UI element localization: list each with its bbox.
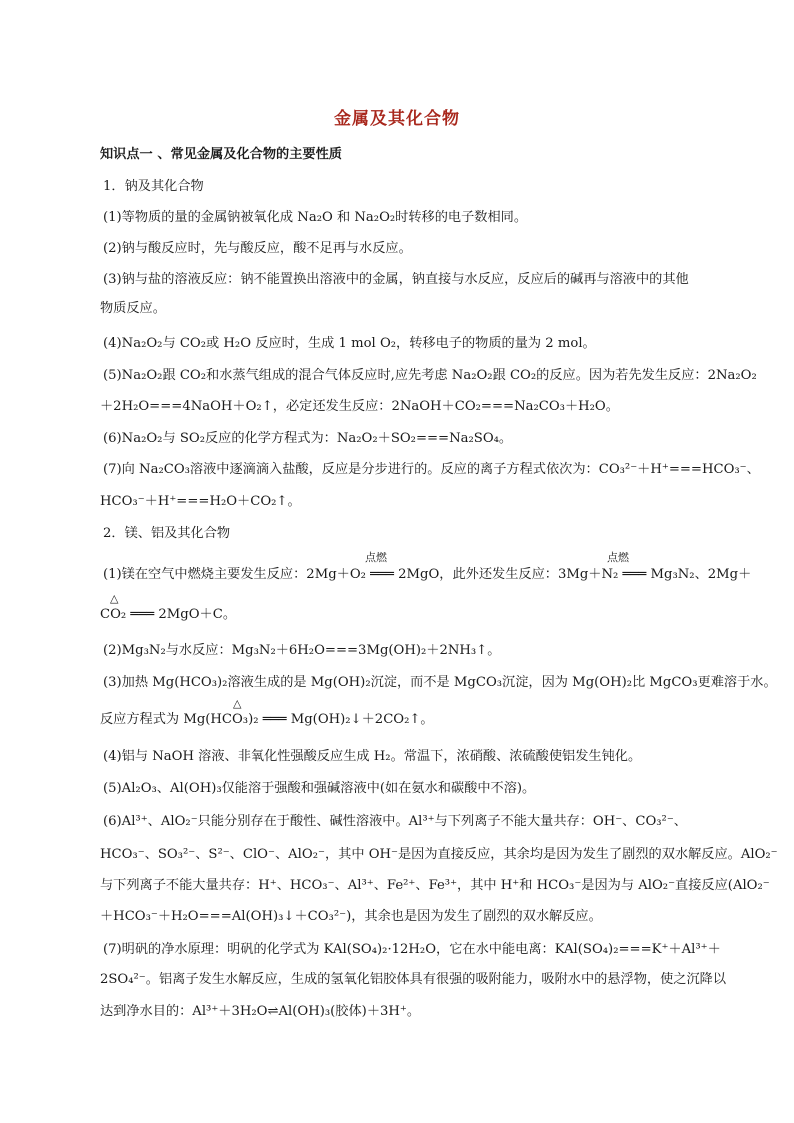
paragraph-line: (2)Mg₃N₂与水反应：Mg₃N₂＋6H₂O===3Mg(OH)₂＋2NH₃↑。 <box>103 643 501 658</box>
paragraph-line: (3)加热 Mg(HCO₃)₂溶液生成的是 Mg(OH)₂沉淀，而不是 MgCO₃沉淀，因为 Mg(OH)₂比 MgCO₃更难溶于水。 <box>103 675 777 690</box>
heat-condition: △ <box>233 697 242 710</box>
paragraph-line: (6)Al³⁺、AlO₂⁻只能分别存在于酸性、碱性溶液中。Al³⁺与下列离子不能大量共存：OH⁻、CO₃²⁻、 <box>103 814 687 829</box>
paragraph-line: (1)等物质的量的金属钠被氧化成 Na₂O 和 Na₂O₂时转移的电子数相同。 <box>103 210 528 225</box>
paragraph-line: 与下列离子不能大量共存：H⁺、HCO₃⁻、Al³⁺、Fe²⁺、Fe³⁺，其中 H⁺和 HCO₃⁻是因为与 AlO₂⁻直接反应(AlO₂⁻ <box>100 878 770 893</box>
paragraph-line: (1)镁在空气中燃烧主要发生反应：2Mg＋O₂ ═══ 2MgO，此外还发生反应：3Mg＋N₂ ═══ Mg₃N₂、2Mg＋ <box>103 567 752 582</box>
paragraph-line: 反应方程式为 Mg(HCO₃)₂ ═══ Mg(OH)₂↓＋2CO₂↑。 <box>100 712 434 727</box>
heat-condition: △ <box>110 592 119 605</box>
paragraph-line: (4)Na₂O₂与 CO₂或 H₂O 反应时，生成 1 mol O₂，转移电子的物质的量为 2 mol。 <box>103 336 596 351</box>
paragraph-line: (5)Na₂O₂跟 CO₂和水蒸气组成的混合气体反应时,应先考虑 Na₂O₂跟 CO₂的反应。因为若先发生反应：2Na₂O₂ <box>103 368 757 383</box>
paragraph-line: (3)钠与盐的溶液反应：钠不能置换出溶液中的金属，钠直接与水反应，反应后的碱再与溶液中的其他 <box>103 272 689 287</box>
reaction-condition: 点燃 <box>365 551 387 564</box>
paragraph-line: 物质反应。 <box>100 301 166 316</box>
paragraph-line: ＋2H₂O===4NaOH＋O₂↑，必定还发生反应：2NaOH＋CO₂===Na₂CO₃＋H₂O。 <box>100 399 619 414</box>
section-heading: 知识点一 、常见金属及化合物的主要性质 <box>100 147 342 162</box>
paragraph-line: HCO₃⁻＋H⁺===H₂O＋CO₂↑。 <box>100 494 301 509</box>
paragraph-line: (7)明矾的净水原理：明矾的化学式为 KAl(SO₄)₂·12H₂O，它在水中能电离：KAl(SO₄)₂===K⁺＋Al³⁺＋ <box>103 942 721 957</box>
paragraph-line: (4)铝与 NaOH 溶液、非氧化性强酸反应生成 H₂。常温下，浓硝酸、浓硫酸使铝发生钝化。 <box>103 749 642 764</box>
paragraph-line: ＋HCO₃⁻＋H₂O===Al(OH)₃↓＋CO₃²⁻)，其余也是因为发生了剧烈的双水解反应。 <box>100 909 602 924</box>
paragraph-line: (6)Na₂O₂与 SO₂反应的化学方程式为：Na₂O₂＋SO₂===Na₂SO₄。 <box>103 431 513 446</box>
paragraph-line: 达到净水目的：Al³⁺＋3H₂O⇌Al(OH)₃(胶体)＋3H⁺。 <box>100 1004 421 1019</box>
paragraph-line: HCO₃⁻、SO₃²⁻、S²⁻、ClO⁻、AlO₂⁻，其中 OH⁻是因为直接反应，其余均是因为发生了剧烈的双水解反应。AlO₂⁻ <box>100 847 778 862</box>
subsection-2: 2．镁、铝及其化合物 <box>103 526 231 541</box>
paragraph-line: (2)钠与酸反应时，先与酸反应，酸不足再与水反应。 <box>103 241 412 256</box>
paragraph-line: (7)向 Na₂CO₃溶液中逐滴滴入盐酸，反应是分步进行的。反应的离子方程式依次为：CO₃²⁻＋H⁺===HCO₃⁻、 <box>103 462 760 477</box>
paragraph-line: 2SO₄²⁻。铝离子发生水解反应，生成的氢氧化铝胶体具有很强的吸附能力，吸附水中的悬浮物，使之沉降以 <box>100 972 727 987</box>
page-title: 金属及其化合物 <box>334 109 460 129</box>
subsection-1: 1．钠及其化合物 <box>103 179 204 194</box>
reaction-condition: 点燃 <box>607 551 629 564</box>
paragraph-line: (5)Al₂O₃、Al(OH)₃仅能溶于强酸和强碱溶液中(如在氨水和碳酸中不溶)。 <box>103 781 536 796</box>
paragraph-line: CO₂ ═══ 2MgO＋C。 <box>100 607 237 622</box>
